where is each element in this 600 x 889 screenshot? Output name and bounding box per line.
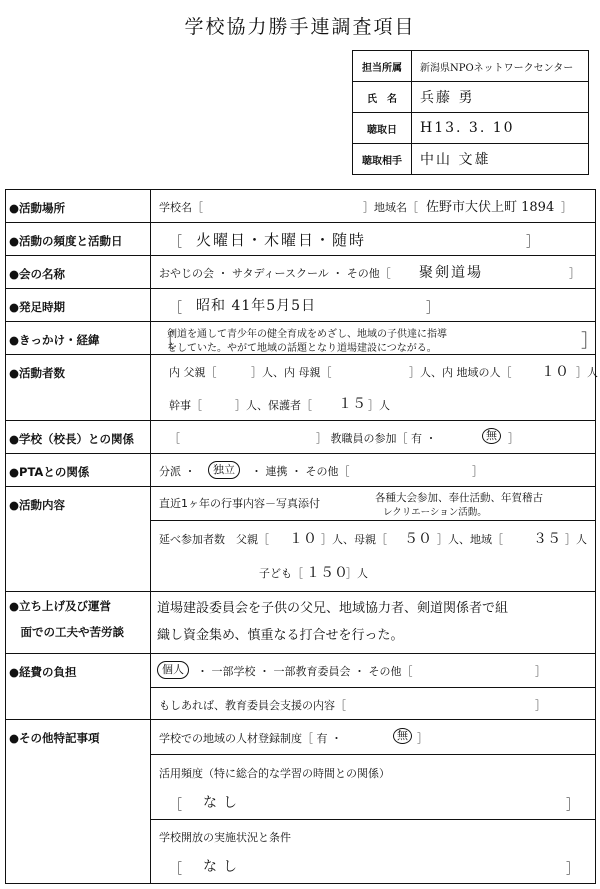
school-opening-label: 学校開放の実施状況と条件: [159, 831, 291, 844]
total-area-close: ］人: [565, 533, 587, 546]
total-father-label: 延べ参加者数 父親［: [159, 533, 269, 546]
trigger-line-2: をしていた。やがて地域の話題となり道場建設につながる。: [167, 343, 437, 354]
page-title: 学校協力勝手連調査項目: [184, 16, 416, 38]
bracket-open: ［: [169, 432, 180, 445]
bracket-close: ］: [566, 862, 580, 877]
bracket-close: ］: [426, 301, 440, 316]
recent-events-line-1: 各種大会参加、奉仕活動、年賀稽古: [375, 492, 543, 504]
label-school-relation: ●学校（校長）との関係: [6, 421, 151, 454]
mother-count-label: ］人、内 母親［: [251, 366, 332, 379]
frequency-value: 火曜日・木曜日・随時: [196, 231, 367, 249]
trigger-line-1: 剣道を通して青少年の健全育成をめざし、地域の子供達に指導: [167, 329, 447, 340]
pta-option: 分派 ・: [159, 465, 196, 478]
effort-line-2: 織し資金集め、慎重なる打合せを行った。: [157, 628, 404, 643]
start-date-value: 昭和 41年5月5日: [196, 298, 317, 314]
info-label: 聴取日: [353, 113, 412, 144]
bracket-close: ］: [535, 665, 546, 678]
guardian-count-label: ］人、保護者［: [235, 399, 312, 412]
row-members: [6, 355, 596, 421]
divider: [151, 819, 595, 820]
bracket-close: ］: [526, 235, 540, 250]
staff-participation-selected: 無: [482, 428, 501, 444]
bracket-close: ］: [417, 732, 428, 745]
survey-table: [5, 189, 599, 884]
info-value: 新潟県NPOネットワークセンター: [412, 51, 589, 82]
row-frequency: [6, 223, 596, 256]
label-effort-line-1: ●立ち上げ及び運営: [9, 599, 112, 613]
row-cost: [6, 654, 596, 720]
row-content: [6, 487, 596, 592]
divider: [151, 520, 595, 521]
pta-other-options: ・ 連携 ・ その他［: [251, 465, 350, 478]
recent-events-label: 直近1ヶ年の行事内容－写真添付: [159, 497, 320, 510]
label-group-name: ●会の名称: [6, 256, 151, 289]
local-count-value: １０: [541, 364, 569, 380]
total-child-value: １５０: [306, 565, 348, 581]
info-row: [353, 51, 589, 82]
row-trigger: [6, 322, 596, 355]
info-row: [353, 82, 589, 113]
info-value: H13. 3. 10: [412, 113, 589, 144]
bracket-close: ］: [508, 432, 519, 445]
bracket-close: ］: [535, 699, 546, 712]
recent-events-line-2: レクリエーション活動。: [383, 507, 487, 518]
bracket-open: ［: [169, 235, 183, 250]
officer-count-label: 幹事［: [169, 399, 202, 412]
board-support-label: もしあれば、教育委員会支援の内容［: [159, 699, 346, 712]
bracket-close: ］: [569, 267, 580, 280]
total-area-label: ］人、地域［: [437, 533, 503, 546]
row-other: [6, 720, 596, 884]
bracket-open: ［: [169, 301, 183, 316]
group-name-options: おやじの会 ・ サタディースクール ・ その他［: [159, 267, 391, 280]
school-opening-value: なし: [203, 859, 243, 875]
cost-options: ・ 一部学校 ・ 一部教育委員会 ・ その他［: [197, 665, 413, 678]
row-place: [6, 190, 596, 223]
divider: [151, 754, 595, 755]
usage-frequency-value: なし: [203, 795, 243, 811]
info-label: 担当所属: [353, 51, 412, 82]
total-father-value: １０: [289, 531, 317, 547]
group-name-value: 聚剣道場: [419, 265, 483, 281]
row-pta: [6, 454, 596, 487]
total-child-close: ］人: [346, 567, 368, 580]
bracket-open: ［: [157, 331, 175, 352]
usage-frequency-label: 活用頻度（特に総合的な学習の時間との関係）: [159, 767, 390, 780]
area-name-value: 佐野市大伏上町 1894: [426, 200, 555, 215]
info-label: 聴取相手: [353, 144, 412, 175]
guardian-count-value: １５: [338, 396, 366, 412]
bracket-close: ］: [472, 465, 483, 478]
local-count-label: ］人、内 地域の人［: [409, 366, 512, 379]
row-school-relation: [6, 421, 596, 454]
bracket-close: ］: [561, 201, 572, 214]
pta-selected: 独立: [208, 461, 240, 479]
local-count-close: ］人: [576, 366, 598, 379]
bracket-close: ］: [566, 798, 580, 813]
row-effort: [6, 592, 596, 654]
label-content: ●活動内容: [6, 487, 151, 592]
info-value: 中山 文雄: [412, 144, 589, 175]
divider: [151, 687, 595, 688]
bracket-open: ［: [169, 862, 183, 877]
talent-registry-label: 学校での地域の人材登録制度［ 有 ・: [159, 732, 342, 745]
effort-line-1: 道場建設委員会を子供の父兄、地域協力者、剣道関係者で組: [157, 601, 509, 616]
total-mother-value: ５０: [404, 531, 432, 547]
area-name-label: ］地域名［: [363, 201, 418, 214]
row-start-date: [6, 289, 596, 322]
row-group-name: [6, 256, 596, 289]
label-frequency: ●活動の頻度と活動日: [6, 223, 151, 256]
label-other: ●その他特記事項: [6, 720, 151, 884]
guardian-count-close: ］人: [368, 399, 390, 412]
label-start-date: ●発足時期: [6, 289, 151, 322]
info-value: 兵藤 勇: [412, 82, 589, 113]
label-effort-line-2: 面での工夫や苦労談: [9, 625, 124, 639]
label-pta: ●PTAとの関係: [6, 454, 151, 487]
label-cost: ●経費の負担: [6, 654, 151, 720]
label-place: ●活動場所: [6, 190, 151, 223]
label-members: ●活動者数: [6, 355, 151, 421]
total-child-label: 子ども［: [259, 567, 303, 580]
label-trigger: ●きっかけ・経緯: [6, 322, 151, 355]
staff-participation-label: ］ 教職員の参加［ 有 ・: [316, 432, 437, 445]
talent-registry-selected: 無: [393, 728, 412, 744]
cost-selected: 個人: [157, 661, 189, 679]
info-row: [353, 113, 589, 144]
info-label: 氏 名: [353, 82, 412, 113]
total-area-value: ３５: [533, 531, 561, 547]
total-mother-label: ］人、母親［: [321, 533, 387, 546]
father-count-label: 内 父親［: [169, 366, 217, 379]
school-name-prefix: 学校名［: [159, 201, 203, 214]
interview-info-table: [352, 50, 589, 175]
bracket-close: ］: [581, 331, 599, 352]
bracket-open: ［: [169, 798, 183, 813]
info-row: [353, 144, 589, 175]
